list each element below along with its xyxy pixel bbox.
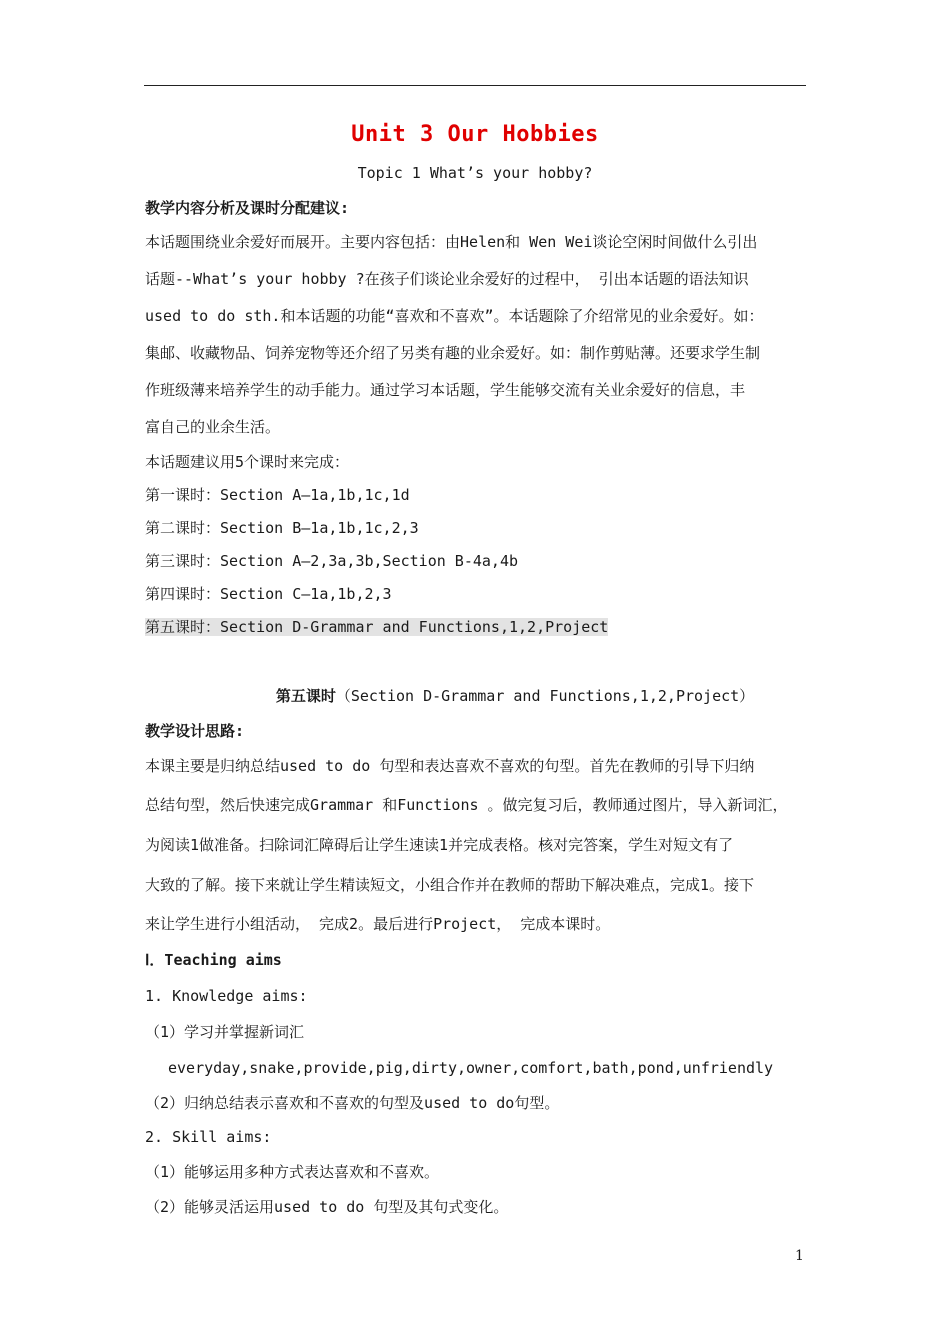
period-item: 第三课时：Section A—2,3a,3b,Section B-4a,4b <box>145 552 519 570</box>
analysis-line: 富自己的业余生活。 <box>145 418 281 436</box>
skill-aims-title: 2. Skill aims: <box>145 1128 272 1146</box>
design-line: 大致的了解。接下来就让学生精读短文，小组合作并在教师的帮助下解决难点，完成1。接下 <box>145 876 755 894</box>
analysis-line: 本话题围绕业余爱好而展开。主要内容包括：由Helen和 Wen Wei谈论空闲时间做什么引出 <box>145 233 758 251</box>
analysis-line: 作班级薄来培养学生的动手能力。通过学习本话题，学生能够交流有关业余爱好的信息，丰 <box>145 381 746 399</box>
analysis-line: used to do sth.和本话题的功能“喜欢和不喜欢”。本话题除了介绍常见的业余爱好。如： <box>145 307 764 325</box>
knowledge-aims-title: 1. Knowledge aims: <box>145 987 308 1005</box>
header-rule <box>144 85 806 86</box>
analysis-heading: 教学内容分析及课时分配建议: <box>145 199 350 217</box>
knowledge-aim-1: （1）学习并掌握新词汇 <box>145 1023 305 1041</box>
vocabulary-list: everyday,snake,provide,pig,dirty,owner,comfort,bath,pond,unfriendly <box>168 1059 774 1077</box>
design-line: 为阅读1做准备。扫除词汇障碍后让学生速读1并完成表格。核对完答案，学生对短文有了 <box>145 836 734 854</box>
page-number: 1 <box>795 1248 804 1264</box>
period-item: 第一课时：Section A—1a,1b,1c,1d <box>145 486 410 504</box>
design-line: 本课主要是归纳总结used to do 句型和表达喜欢不喜欢的句型。首先在教师的引导下归纳 <box>145 757 755 775</box>
period-item: 第四课时：Section C—1a,1b,2,3 <box>145 585 392 603</box>
design-heading: 教学设计思路: <box>145 722 245 740</box>
lesson-heading <box>0 686 950 706</box>
period-item-wrap <box>145 617 608 637</box>
analysis-line: 集邮、收藏物品、饲养宠物等还介绍了另类有趣的业余爱好。如：制作剪贴薄。还要求学生制 <box>145 344 761 362</box>
suggestion-line: 本话题建议用5个课时来完成： <box>145 453 350 471</box>
analysis-line: 话题--What’s your hobby ?在孩子们谈论业余爱好的过程中， 引出本话题的语法知识 <box>145 270 749 288</box>
skill-aim-1: （1）能够运用多种方式表达喜欢和不喜欢。 <box>145 1163 440 1181</box>
unit-title: Unit 3 Our Hobbies <box>351 122 599 147</box>
lesson-heading-bold: 第五课时 <box>275 687 336 705</box>
knowledge-aim-2: （2）归纳总结表示喜欢和不喜欢的句型及used to do句型。 <box>145 1094 560 1112</box>
period-item: 第二课时：Section B—1a,1b,1c,2,3 <box>145 519 419 537</box>
teaching-aims-heading: Ⅰ．Teaching aims <box>145 951 282 969</box>
topic-title: Topic 1 What’s your hobby? <box>357 164 593 182</box>
design-line: 来让学生进行小组活动， 完成2。最后进行Project， 完成本课时。 <box>145 915 611 933</box>
skill-aim-2: （2）能够灵活运用used to do 句型及其句式变化。 <box>145 1198 509 1216</box>
design-line: 总结句型，然后快速完成Grammar 和Functions 。做完复习后，教师通过图片，导入新词汇， <box>145 796 788 814</box>
period-item-highlighted: 第五课时：Section D-Grammar and Functions,1,2,Project <box>145 618 609 636</box>
lesson-heading-rest: （Section D-Grammar and Functions,1,2,Project） <box>335 687 755 705</box>
